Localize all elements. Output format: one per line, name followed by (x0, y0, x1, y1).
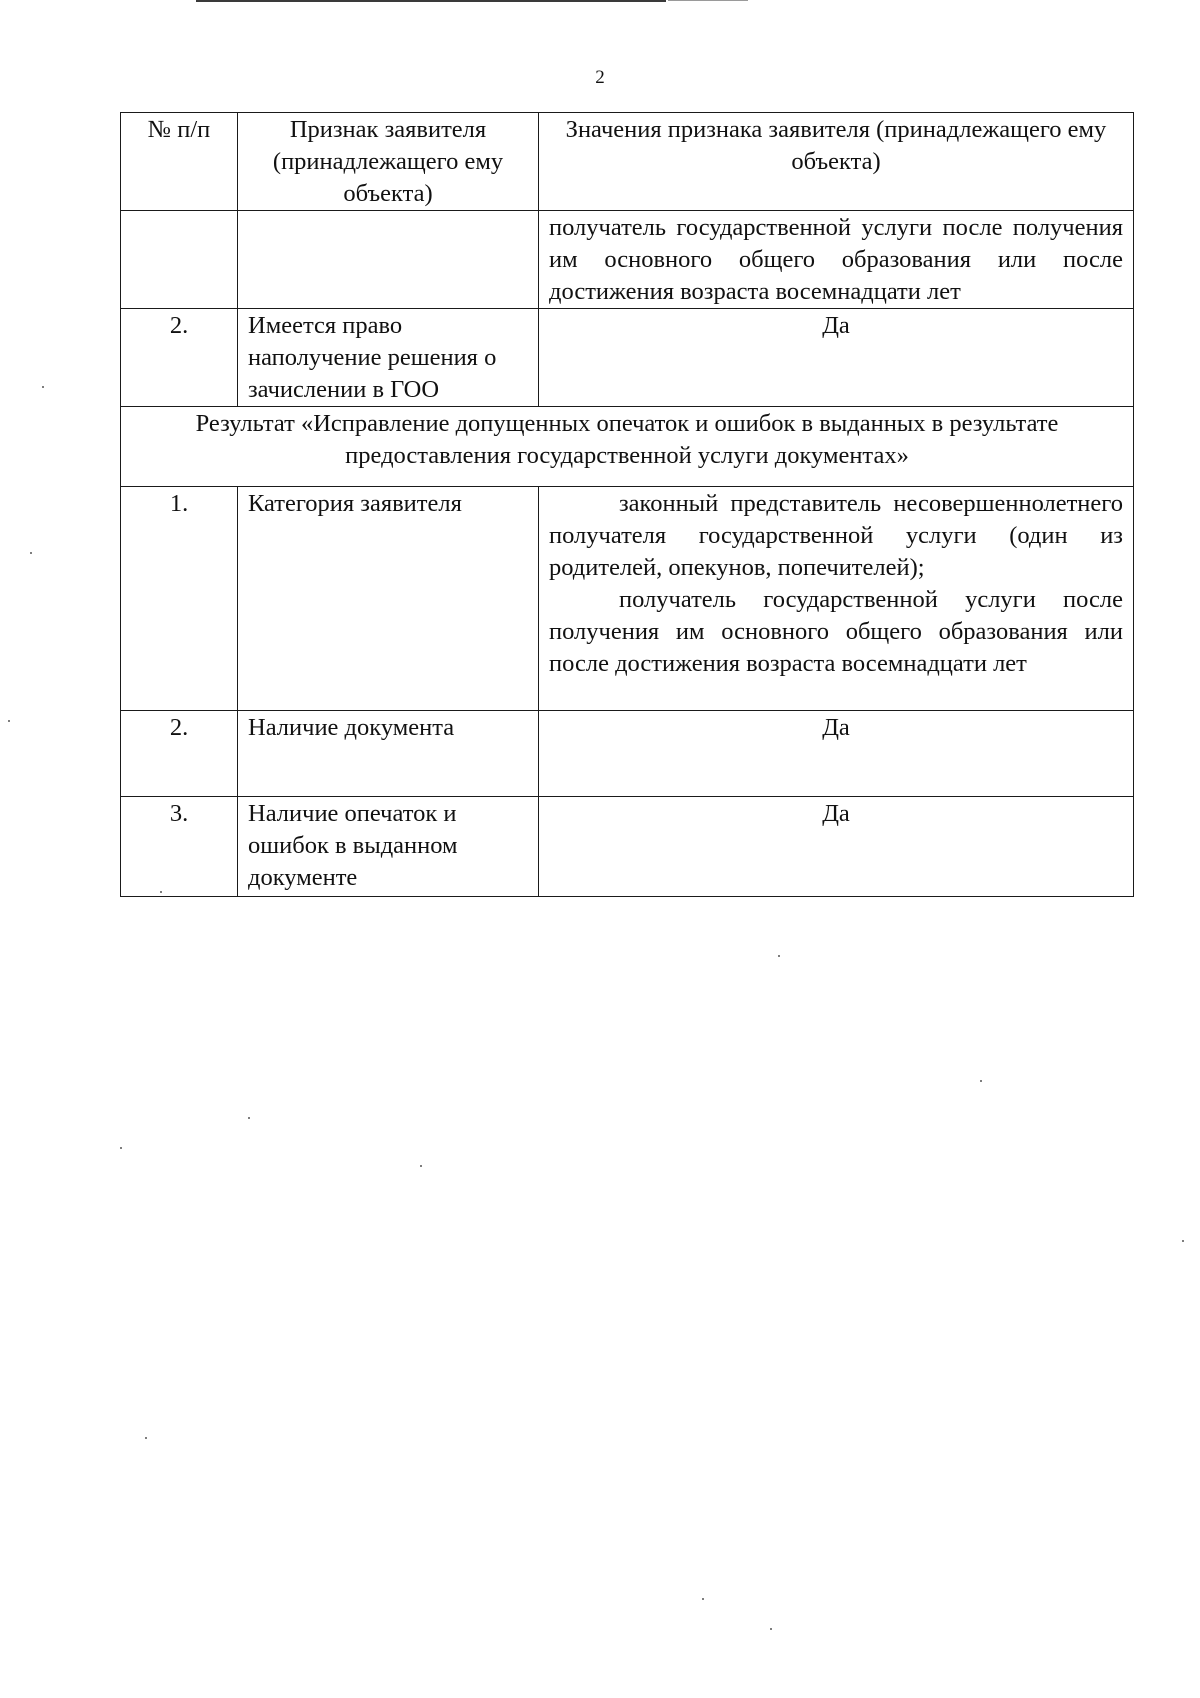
header-num: № п/п (121, 113, 238, 211)
scan-speck (42, 386, 44, 388)
result-heading: Результат «Исправление допущенных опечаток и ошибок в выданных в результате предоставления государственной услуги документах» (121, 407, 1134, 487)
row-attribute: Наличие документа (238, 711, 539, 797)
header-value: Значения признака заявителя (принадлежащего ему объекта) (539, 113, 1134, 211)
result-heading-row (121, 407, 1134, 487)
scan-speck (778, 955, 780, 957)
scan-speck (8, 720, 10, 722)
scan-speck (145, 1437, 147, 1439)
page-number: 2 (595, 67, 605, 88)
header-attribute: Признак заявителя (принадлежащего ему объекта) (238, 113, 539, 211)
row-attribute: Категория заявителя (238, 487, 539, 711)
row-attribute: Имеется право наполучение решения о зачислении в ГОО (238, 309, 539, 407)
table-row (121, 487, 1134, 711)
criteria-table (120, 112, 1134, 897)
scan-speck (120, 1147, 122, 1149)
row-value: Да (539, 309, 1134, 407)
row-num: 2. (121, 711, 238, 797)
table-row (121, 211, 1134, 309)
value-paragraph: получатель государственной услуги после получения им основного общего образования или после достижения возраста восемнадцати лет (549, 586, 1123, 677)
value-paragraph: получатель государственной услуги после получения им основного общего образования или после достижения возраста восемнадцати лет (549, 214, 1123, 305)
row-attribute: Наличие опечаток и ошибок в выданном документе (238, 797, 539, 897)
scan-speck (770, 1628, 772, 1630)
scan-speck (160, 891, 162, 893)
row-num: 1. (121, 487, 238, 711)
table-row (121, 309, 1134, 407)
scan-speck (30, 552, 32, 554)
value-paragraph: законный представитель несовершеннолетнего получателя государственной услуги (один из родителей, опекунов, попечителей); (549, 490, 1123, 581)
row-value: Да (539, 711, 1134, 797)
row-num: 3. (121, 797, 238, 897)
scan-speck (248, 1117, 250, 1119)
table-row (121, 711, 1134, 797)
scan-speck (420, 1165, 422, 1167)
row-attribute (238, 211, 539, 309)
scan-speck (702, 1598, 704, 1600)
table-header-row (121, 113, 1134, 211)
table-row (121, 797, 1134, 897)
row-value: Да (539, 797, 1134, 897)
scan-top-rule (196, 0, 666, 2)
scan-top-rule-faint (668, 0, 748, 1)
row-value (539, 487, 1134, 711)
scan-speck (1182, 1240, 1184, 1242)
row-num: 2. (121, 309, 238, 407)
row-num (121, 211, 238, 309)
row-value (539, 211, 1134, 309)
scan-speck (980, 1080, 982, 1082)
